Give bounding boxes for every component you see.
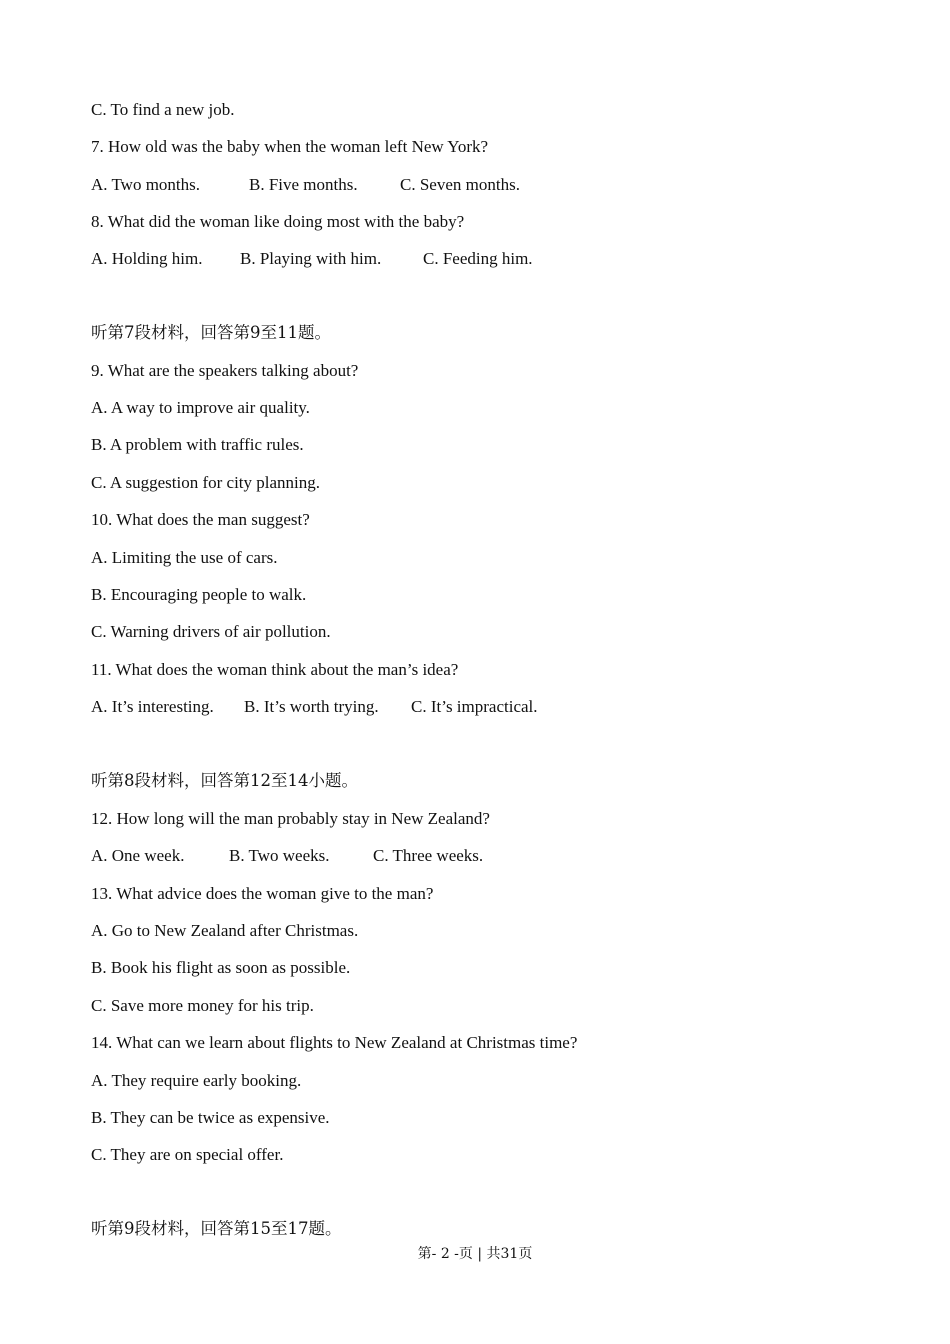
question-11: 11. What does the woman think about the man’s idea? [91,660,459,679]
option-14a: A. They require early booking. [91,1071,302,1090]
option-14b: B. They can be twice as expensive. [91,1108,330,1127]
option-11a: A. It’s interesting. [91,697,214,716]
option-9c: C. A suggestion for city planning. [91,473,321,492]
section-9-heading: 听第9段材料，回答第15至17题。 [91,1219,342,1238]
option-10c: C. Warning drivers of air pollution. [91,622,331,641]
question-10: 10. What does the man suggest? [91,510,310,529]
option-8a: A. Holding him. [91,249,203,268]
option-9a: A. A way to improve air quality. [91,398,310,417]
options-12 [91,845,483,867]
option-6c: C. To find a new job. [91,100,235,119]
option-10b: B. Encouraging people to walk. [91,585,307,604]
section-8-heading: 听第8段材料，回答第12至14小题。 [91,771,358,790]
page-footer: 第- 2 -页 | 共31页 [417,1246,533,1262]
option-13c: C. Save more money for his trip. [91,996,314,1015]
option-12a: A. One week. [91,846,185,865]
question-9: 9. What are the speakers talking about? [91,361,359,380]
option-7c: C. Seven months. [400,175,520,194]
question-7: 7. How old was the baby when the woman left New York? [91,137,489,156]
option-12b: B. Two weeks. [229,846,330,865]
option-12c: C. Three weeks. [373,846,484,865]
option-11b: B. It’s worth trying. [244,697,379,716]
question-13: 13. What advice does the woman give to the man? [91,884,434,903]
option-11c: C. It’s impractical. [411,697,538,716]
option-14c: C. They are on special offer. [91,1145,284,1164]
option-9b: B. A problem with traffic rules. [91,435,304,454]
option-7b: B. Five months. [249,175,358,194]
option-8c: C. Feeding him. [423,249,533,268]
option-13b: B. Book his flight as soon as possible. [91,958,351,977]
option-10a: A. Limiting the use of cars. [91,548,278,567]
options-8 [91,248,533,270]
option-13a: A. Go to New Zealand after Christmas. [91,921,359,940]
option-8b: B. Playing with him. [240,249,382,268]
options-11 [91,696,538,718]
question-8: 8. What did the woman like doing most with the baby? [91,212,465,231]
section-7-heading: 听第7段材料，回答第9至11题。 [91,323,331,342]
question-12: 12. How long will the man probably stay in New Zealand? [91,809,490,828]
option-7a: A. Two months. [91,175,201,194]
question-14: 14. What can we learn about flights to New Zealand at Christmas time? [91,1033,578,1052]
options-7 [91,174,520,196]
